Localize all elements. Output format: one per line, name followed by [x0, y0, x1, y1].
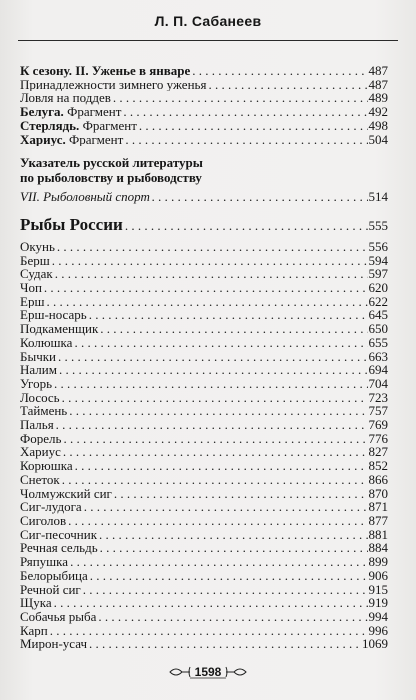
leader-dots: [63, 432, 367, 446]
leader-dots: [113, 91, 368, 105]
section-entry-page: 498: [368, 118, 388, 133]
fish-entry-row: [20, 541, 388, 555]
fish-entry-row: [20, 336, 388, 350]
fish-entry-row: [20, 418, 388, 432]
leader-dots: [46, 295, 367, 309]
fish-entry-row: [20, 295, 388, 309]
leader-dots: [84, 500, 368, 514]
leader-dots: [52, 254, 368, 268]
fish-entry-title: Собачья рыба: [20, 609, 97, 624]
fish-entry-page: 919: [368, 596, 388, 610]
fish-entry-title: Налим: [20, 363, 57, 377]
fish-entry-row: [20, 473, 388, 487]
entry-title-text: Фрагмент: [65, 132, 124, 147]
section-entry-page: 492: [368, 105, 388, 119]
main-heading-page: 555: [368, 217, 388, 233]
header-rule: [18, 40, 398, 41]
fish-entry-page: 877: [368, 513, 388, 528]
fish-entry-title: Лосось: [20, 390, 60, 405]
fish-entry-page: 694: [368, 363, 388, 377]
fish-entry-title: Мирон-усач: [20, 637, 88, 652]
fish-entry-page: 906: [368, 568, 388, 583]
fish-entry-title: Судак: [20, 267, 53, 282]
fish-entry-title: Ерш-носарь: [20, 308, 87, 323]
fish-entry-row: [20, 583, 388, 597]
entry-title-bold: Хариус.: [20, 132, 66, 147]
fish-entry-row: [20, 404, 388, 418]
entry-title-text: Фрагмент: [63, 105, 122, 119]
leader-dots: [55, 267, 368, 281]
leader-dots: [152, 190, 368, 204]
fish-entry-page: 704: [368, 376, 388, 391]
fish-entry-page: 620: [368, 281, 388, 295]
fish-entry-row: [20, 377, 388, 391]
fish-entry-row: [20, 240, 388, 254]
leader-dots: [74, 336, 367, 350]
running-head: Л. П. Сабанеев: [154, 13, 262, 29]
leader-dots: [44, 281, 368, 295]
section-entry-title: [20, 91, 113, 105]
fish-entry-title: Ряпушка: [20, 555, 69, 569]
fish-entry-row: [20, 322, 388, 336]
fish-entry-row: [20, 569, 388, 583]
section-entry-page: 487: [368, 77, 388, 92]
section-entry-row: [20, 64, 388, 78]
leader-dots: [89, 637, 361, 651]
fish-entry-title: Сиг-песочник: [20, 527, 98, 542]
index-heading-line2: по рыболовству и рыбоводству: [20, 169, 202, 185]
fish-entry-page: 881: [368, 527, 388, 542]
fish-entry-row: [20, 555, 388, 569]
fish-entry-row: [20, 432, 388, 446]
section-entry-title: [20, 64, 192, 78]
section-entry-page: 487: [368, 64, 388, 78]
fish-entry-title: Хариус: [20, 445, 61, 460]
fish-entry-title: Подкаменщик: [20, 322, 99, 336]
leader-dots: [59, 363, 368, 377]
index-heading: [20, 156, 388, 185]
fish-entry-title: Речная сельдь: [20, 541, 98, 556]
fish-entry-title: Снеток: [20, 472, 60, 487]
fish-entry-row: [20, 596, 388, 610]
fish-entry-row: [20, 610, 388, 624]
fish-entry-page: 915: [368, 582, 388, 597]
fish-entry-title: Чолмужский сиг: [20, 486, 112, 501]
section-entry-title: [20, 78, 208, 92]
leader-dots: [50, 624, 368, 638]
fish-entry-page: 597: [368, 267, 388, 282]
leader-dots: [90, 569, 368, 583]
fish-entry-page: 852: [368, 459, 388, 473]
section-entry-title: [20, 119, 139, 133]
fish-entry-title: Корюшка: [20, 459, 73, 473]
fish-entry-title: Белорыбица: [20, 568, 88, 583]
fish-entry-row: [20, 281, 388, 295]
table-of-contents: [20, 64, 388, 651]
section-entries: [20, 64, 388, 146]
fish-entry-title: Сиг-лудога: [20, 500, 82, 514]
fish-entry-page: 757: [368, 404, 388, 419]
leader-dots: [69, 404, 367, 418]
entry-title-bold: Белуга.: [20, 105, 64, 119]
fish-entry-title: Угорь: [20, 376, 52, 391]
fish-entry-title: Бычки: [20, 349, 57, 364]
index-entry-title: VII. Рыболовный спорт: [20, 190, 150, 204]
index-entry: [20, 190, 388, 204]
leader-dots: [70, 555, 367, 569]
fish-entry-row: [20, 637, 388, 651]
page-footer: [0, 663, 416, 683]
section-entry-row: [20, 133, 388, 147]
fish-entry-title: Окунь: [20, 239, 55, 254]
leader-dots: [83, 583, 368, 597]
section-entry-page: 504: [368, 132, 388, 147]
fish-entries: [20, 240, 388, 651]
fish-entry-page: 996: [368, 623, 388, 638]
leader-dots: [114, 487, 368, 501]
section-entry-row: [20, 91, 388, 105]
fish-entry-row: [20, 445, 388, 459]
fish-entry-page: 994: [368, 609, 388, 624]
fish-entry-page: 645: [368, 308, 388, 323]
fish-entry-title: Форель: [20, 431, 62, 446]
leader-dots: [125, 133, 367, 147]
leader-dots: [57, 240, 368, 254]
leader-dots: [208, 78, 367, 92]
page-number: 1598: [194, 665, 222, 679]
fish-entry-title: Щука: [20, 596, 52, 610]
entry-title-bold: К сезону. II. Уженье в январе: [20, 64, 191, 78]
entry-title-bold: Стерлядь.: [20, 118, 80, 133]
fish-entry-page: 663: [368, 349, 388, 364]
fish-entry-title: Берш: [20, 253, 50, 268]
index-heading-line1: Указатель русской литературы: [20, 155, 203, 171]
fish-entry-title: Палья: [20, 418, 54, 432]
fish-entry-row: [20, 254, 388, 268]
fish-entry-row: [20, 391, 388, 405]
leader-dots: [68, 514, 367, 528]
index-entry-page: 514: [368, 190, 388, 204]
fish-entry-page: 655: [368, 335, 388, 350]
fish-entry-row: [20, 459, 388, 473]
leader-dots: [125, 217, 368, 235]
fish-entry-page: 870: [368, 486, 388, 501]
leader-dots: [100, 322, 367, 336]
fish-entry-title: Речной сиг: [20, 582, 81, 597]
leader-dots: [89, 308, 368, 322]
leader-dots: [99, 528, 367, 542]
fish-entry-row: [20, 624, 388, 638]
fish-entry-page: 776: [368, 431, 388, 446]
fish-entry-row: [20, 363, 388, 377]
main-heading-title: Рыбы России: [20, 215, 123, 234]
leader-dots: [54, 596, 368, 610]
fish-entry-page: 769: [368, 418, 388, 432]
fish-entry-page: 650: [368, 322, 388, 336]
fish-entry-page: 899: [368, 555, 388, 569]
section-entry-page: 489: [368, 91, 388, 106]
fish-entry-title: Карп: [20, 623, 48, 638]
section-entry-row: [20, 119, 388, 133]
section-entry-title: [20, 105, 123, 119]
leader-dots: [54, 377, 368, 391]
leader-dots: [139, 119, 368, 133]
entry-title-text: Ловля на поддев: [20, 91, 111, 106]
section-entry-row: [20, 78, 388, 92]
leader-dots: [58, 350, 367, 364]
fish-entry-page: 723: [368, 390, 388, 405]
fish-entry-page: 884: [368, 541, 388, 556]
fish-entry-page: 827: [368, 445, 388, 460]
leader-dots: [56, 418, 368, 432]
fish-entry-page: 871: [368, 500, 388, 514]
leader-dots: [75, 459, 368, 473]
fish-entry-page: 622: [368, 294, 388, 309]
leader-dots: [123, 105, 367, 119]
fish-entry-row: [20, 350, 388, 364]
fish-entry-row: [20, 500, 388, 514]
fish-entry-title: Чоп: [20, 281, 42, 295]
leader-dots: [62, 473, 368, 487]
fish-entry-row: [20, 487, 388, 501]
section-entry-title: [20, 133, 125, 147]
leader-dots: [100, 541, 368, 555]
fish-entry-row: [20, 308, 388, 322]
fish-entry-row: [20, 267, 388, 281]
fish-entry-row: [20, 528, 388, 542]
leader-dots: [192, 64, 367, 78]
leader-dots: [62, 391, 368, 405]
leader-dots: [98, 610, 367, 624]
fish-entry-title: Колюшка: [20, 335, 73, 350]
fish-entry-title: Сиголов: [20, 513, 67, 528]
entry-title-text: Фрагмент: [79, 118, 137, 133]
entry-title-text: Принадлежности зимнего уженья: [20, 77, 207, 92]
fish-entry-page: 1069: [362, 637, 388, 652]
fish-entry-page: 556: [368, 239, 388, 254]
fish-entry-title: Ерш: [20, 294, 45, 309]
fish-entry-row: [20, 514, 388, 528]
section-entry-row: [20, 105, 388, 119]
fish-entry-page: 866: [368, 472, 388, 487]
fish-entry-title: Таймень: [20, 404, 68, 419]
fish-entry-page: 594: [368, 253, 388, 268]
main-heading: [20, 216, 388, 235]
leader-dots: [63, 445, 368, 459]
